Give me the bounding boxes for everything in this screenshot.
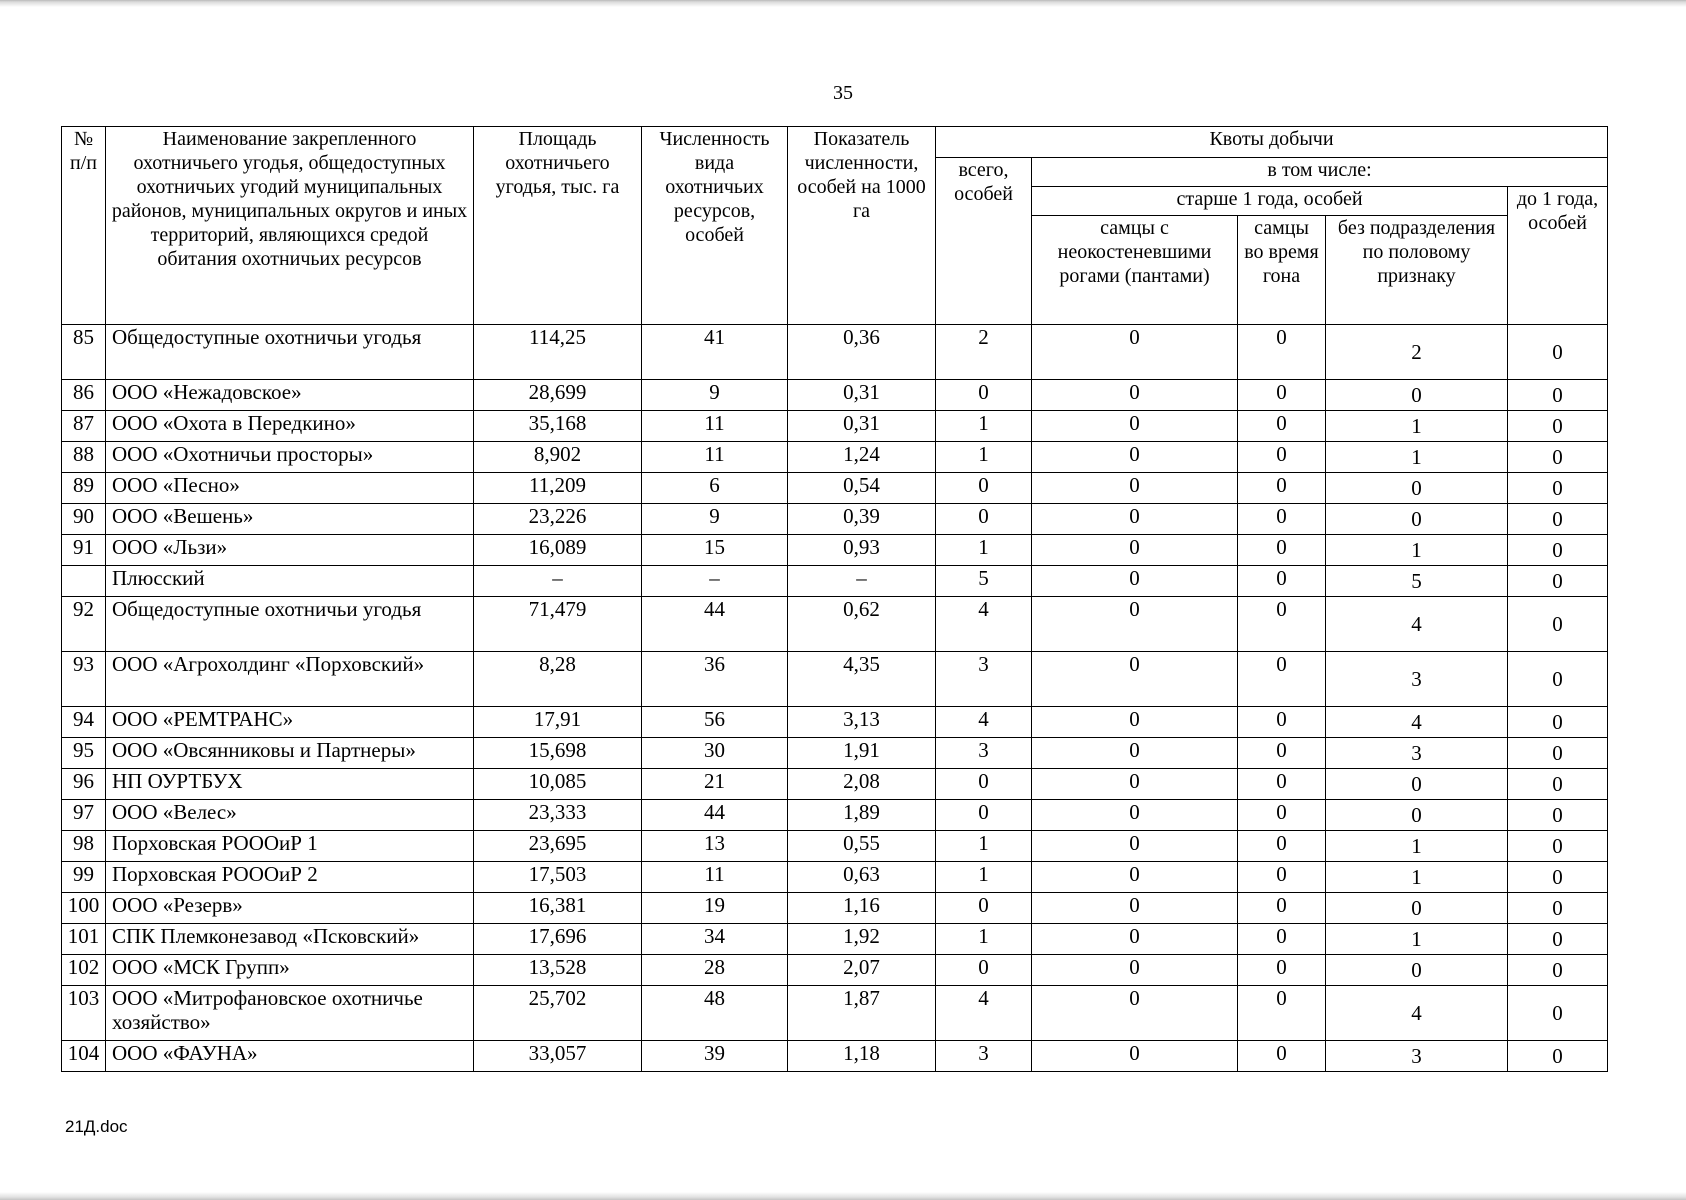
file-name: 21Д.doc bbox=[65, 1117, 128, 1136]
row-number: 98 bbox=[62, 831, 106, 862]
table-row bbox=[62, 1041, 1608, 1072]
row-number: 85 bbox=[62, 325, 106, 380]
row-nosex: 0 bbox=[1326, 380, 1508, 411]
row-number: 101 bbox=[62, 924, 106, 955]
row-under1: 0 bbox=[1508, 893, 1608, 924]
row-rut: 0 bbox=[1238, 955, 1326, 986]
row-total: 0 bbox=[936, 504, 1032, 535]
table-row bbox=[62, 380, 1608, 411]
row-population: 28 bbox=[642, 955, 788, 986]
row-under1: 0 bbox=[1508, 862, 1608, 893]
row-velvet: 0 bbox=[1032, 411, 1238, 442]
row-total: 4 bbox=[936, 597, 1032, 652]
row-density: 1,18 bbox=[788, 1041, 936, 1072]
row-area: 28,699 bbox=[474, 380, 642, 411]
row-density: 0,31 bbox=[788, 380, 936, 411]
row-total: 2 bbox=[936, 325, 1032, 380]
row-name: ООО «Охотничьи просторы» bbox=[106, 442, 474, 473]
row-rut: 0 bbox=[1238, 769, 1326, 800]
row-nosex: 3 bbox=[1326, 738, 1508, 769]
row-under1: 0 bbox=[1508, 535, 1608, 566]
table-row bbox=[62, 707, 1608, 738]
row-name: ООО «МСК Групп» bbox=[106, 955, 474, 986]
row-rut: 0 bbox=[1238, 597, 1326, 652]
row-nosex: 1 bbox=[1326, 831, 1508, 862]
row-population: 15 bbox=[642, 535, 788, 566]
header-rut: самцы во время гона bbox=[1238, 216, 1326, 325]
row-nosex: 1 bbox=[1326, 862, 1508, 893]
row-density: 1,87 bbox=[788, 986, 936, 1041]
row-population: 48 bbox=[642, 986, 788, 1041]
row-name: Порховская РОООиР 2 bbox=[106, 862, 474, 893]
row-area: 13,528 bbox=[474, 955, 642, 986]
row-velvet: 0 bbox=[1032, 831, 1238, 862]
row-name: ООО «Агрохолдинг «Порховский» bbox=[106, 652, 474, 707]
table-row bbox=[62, 411, 1608, 442]
row-nosex: 5 bbox=[1326, 566, 1508, 597]
scan-edge-top bbox=[0, 0, 1686, 7]
table-row bbox=[62, 597, 1608, 652]
row-nosex: 3 bbox=[1326, 652, 1508, 707]
row-name: ООО «Песно» bbox=[106, 473, 474, 504]
row-velvet: 0 bbox=[1032, 1041, 1238, 1072]
row-under1: 0 bbox=[1508, 800, 1608, 831]
row-population: 21 bbox=[642, 769, 788, 800]
row-total: 1 bbox=[936, 831, 1032, 862]
row-nosex: 1 bbox=[1326, 411, 1508, 442]
row-population: 11 bbox=[642, 411, 788, 442]
row-nosex: 0 bbox=[1326, 769, 1508, 800]
row-density: 1,16 bbox=[788, 893, 936, 924]
row-density: 2,08 bbox=[788, 769, 936, 800]
row-total: 1 bbox=[936, 924, 1032, 955]
row-under1: 0 bbox=[1508, 473, 1608, 504]
row-nosex: 0 bbox=[1326, 955, 1508, 986]
row-velvet: 0 bbox=[1032, 325, 1238, 380]
row-under1: 0 bbox=[1508, 831, 1608, 862]
row-under1: 0 bbox=[1508, 566, 1608, 597]
row-population: 36 bbox=[642, 652, 788, 707]
row-total: 0 bbox=[936, 800, 1032, 831]
row-nosex: 1 bbox=[1326, 442, 1508, 473]
row-density: 4,35 bbox=[788, 652, 936, 707]
row-total: 3 bbox=[936, 738, 1032, 769]
row-nosex: 0 bbox=[1326, 800, 1508, 831]
row-rut: 0 bbox=[1238, 504, 1326, 535]
row-rut: 0 bbox=[1238, 535, 1326, 566]
table-header bbox=[62, 127, 1608, 325]
page-number: 35 bbox=[833, 82, 853, 104]
row-name: Плюсский bbox=[106, 566, 474, 597]
row-velvet: 0 bbox=[1032, 769, 1238, 800]
row-density: 1,89 bbox=[788, 800, 936, 831]
table-row bbox=[62, 652, 1608, 707]
row-area: 23,226 bbox=[474, 504, 642, 535]
row-name: Общедоступные охотничьи угодья bbox=[106, 325, 474, 380]
row-density: 0,31 bbox=[788, 411, 936, 442]
row-name: ООО «Нежадовское» bbox=[106, 380, 474, 411]
row-number: 100 bbox=[62, 893, 106, 924]
row-total: 0 bbox=[936, 769, 1032, 800]
scan-edge-bottom bbox=[0, 1192, 1686, 1200]
row-area: 10,085 bbox=[474, 769, 642, 800]
row-under1: 0 bbox=[1508, 986, 1608, 1041]
row-velvet: 0 bbox=[1032, 800, 1238, 831]
table-row bbox=[62, 831, 1608, 862]
row-number: 102 bbox=[62, 955, 106, 986]
row-population: 34 bbox=[642, 924, 788, 955]
row-nosex: 4 bbox=[1326, 707, 1508, 738]
row-population: 6 bbox=[642, 473, 788, 504]
row-number: 96 bbox=[62, 769, 106, 800]
row-name: СПК Племконезавод «Псковский» bbox=[106, 924, 474, 955]
row-total: 0 bbox=[936, 893, 1032, 924]
row-velvet: 0 bbox=[1032, 738, 1238, 769]
quota-table bbox=[61, 126, 1608, 1072]
row-total: 4 bbox=[936, 986, 1032, 1041]
row-total: 1 bbox=[936, 535, 1032, 566]
row-area: – bbox=[474, 566, 642, 597]
header-population: Численность вида охотничьих ресурсов, особей bbox=[642, 127, 788, 325]
row-nosex: 0 bbox=[1326, 893, 1508, 924]
row-under1: 0 bbox=[1508, 411, 1608, 442]
row-number: 87 bbox=[62, 411, 106, 442]
table-row bbox=[62, 986, 1608, 1041]
row-name: ООО «РЕМТРАНС» bbox=[106, 707, 474, 738]
row-density: – bbox=[788, 566, 936, 597]
row-velvet: 0 bbox=[1032, 893, 1238, 924]
row-velvet: 0 bbox=[1032, 652, 1238, 707]
row-area: 11,209 bbox=[474, 473, 642, 504]
row-velvet: 0 bbox=[1032, 707, 1238, 738]
row-rut: 0 bbox=[1238, 411, 1326, 442]
row-rut: 0 bbox=[1238, 652, 1326, 707]
row-under1: 0 bbox=[1508, 738, 1608, 769]
row-under1: 0 bbox=[1508, 380, 1608, 411]
row-total: 1 bbox=[936, 411, 1032, 442]
row-nosex: 3 bbox=[1326, 1041, 1508, 1072]
table-row bbox=[62, 535, 1608, 566]
row-under1: 0 bbox=[1508, 652, 1608, 707]
row-rut: 0 bbox=[1238, 738, 1326, 769]
header-older: старше 1 года, особей bbox=[1032, 187, 1508, 216]
row-population: 19 bbox=[642, 893, 788, 924]
row-number: 93 bbox=[62, 652, 106, 707]
row-name: ООО «ФАУНА» bbox=[106, 1041, 474, 1072]
row-nosex: 0 bbox=[1326, 504, 1508, 535]
row-nosex: 4 bbox=[1326, 597, 1508, 652]
row-velvet: 0 bbox=[1032, 924, 1238, 955]
row-name: ООО «Митрофановское охотничье хозяйство» bbox=[106, 986, 474, 1041]
row-under1: 0 bbox=[1508, 442, 1608, 473]
row-under1: 0 bbox=[1508, 924, 1608, 955]
row-rut: 0 bbox=[1238, 893, 1326, 924]
row-area: 17,696 bbox=[474, 924, 642, 955]
row-total: 0 bbox=[936, 955, 1032, 986]
row-velvet: 0 bbox=[1032, 986, 1238, 1041]
row-name: НП ОУРТБУХ bbox=[106, 769, 474, 800]
table-row bbox=[62, 955, 1608, 986]
row-area: 16,381 bbox=[474, 893, 642, 924]
table-row bbox=[62, 504, 1608, 535]
row-name: ООО «Льзи» bbox=[106, 535, 474, 566]
row-under1: 0 bbox=[1508, 504, 1608, 535]
table-row bbox=[62, 566, 1608, 597]
row-under1: 0 bbox=[1508, 1041, 1608, 1072]
row-density: 0,62 bbox=[788, 597, 936, 652]
row-area: 17,503 bbox=[474, 862, 642, 893]
row-area: 71,479 bbox=[474, 597, 642, 652]
row-velvet: 0 bbox=[1032, 955, 1238, 986]
row-number: 92 bbox=[62, 597, 106, 652]
row-population: – bbox=[642, 566, 788, 597]
row-under1: 0 bbox=[1508, 325, 1608, 380]
row-velvet: 0 bbox=[1032, 380, 1238, 411]
row-name: ООО «Резерв» bbox=[106, 893, 474, 924]
row-population: 30 bbox=[642, 738, 788, 769]
table-body bbox=[62, 325, 1608, 1072]
row-velvet: 0 bbox=[1032, 597, 1238, 652]
row-nosex: 1 bbox=[1326, 535, 1508, 566]
row-velvet: 0 bbox=[1032, 504, 1238, 535]
row-rut: 0 bbox=[1238, 862, 1326, 893]
row-total: 1 bbox=[936, 442, 1032, 473]
table-row bbox=[62, 862, 1608, 893]
row-velvet: 0 bbox=[1032, 862, 1238, 893]
row-number: 88 bbox=[62, 442, 106, 473]
row-rut: 0 bbox=[1238, 442, 1326, 473]
row-velvet: 0 bbox=[1032, 535, 1238, 566]
row-number: 104 bbox=[62, 1041, 106, 1072]
row-rut: 0 bbox=[1238, 566, 1326, 597]
row-rut: 0 bbox=[1238, 800, 1326, 831]
row-total: 0 bbox=[936, 380, 1032, 411]
row-name: Общедоступные охотничьи угодья bbox=[106, 597, 474, 652]
header-total: всего, особей bbox=[936, 158, 1032, 325]
table-row bbox=[62, 893, 1608, 924]
header-under1: до 1 года, особей bbox=[1508, 187, 1608, 325]
row-area: 33,057 bbox=[474, 1041, 642, 1072]
row-population: 44 bbox=[642, 800, 788, 831]
row-total: 5 bbox=[936, 566, 1032, 597]
table-row bbox=[62, 473, 1608, 504]
header-density: Показатель численности, особей на 1000 га bbox=[788, 127, 936, 325]
row-number: 99 bbox=[62, 862, 106, 893]
row-area: 17,91 bbox=[474, 707, 642, 738]
row-number: 86 bbox=[62, 380, 106, 411]
row-under1: 0 bbox=[1508, 707, 1608, 738]
header-num: № п/п bbox=[62, 127, 106, 325]
row-density: 2,07 bbox=[788, 955, 936, 986]
row-total: 0 bbox=[936, 473, 1032, 504]
row-under1: 0 bbox=[1508, 769, 1608, 800]
row-number: 95 bbox=[62, 738, 106, 769]
row-density: 0,54 bbox=[788, 473, 936, 504]
row-area: 114,25 bbox=[474, 325, 642, 380]
row-density: 0,55 bbox=[788, 831, 936, 862]
row-population: 44 bbox=[642, 597, 788, 652]
row-rut: 0 bbox=[1238, 986, 1326, 1041]
row-density: 0,93 bbox=[788, 535, 936, 566]
row-rut: 0 bbox=[1238, 325, 1326, 380]
row-name: ООО «Вешень» bbox=[106, 504, 474, 535]
row-nosex: 0 bbox=[1326, 473, 1508, 504]
row-total: 3 bbox=[936, 652, 1032, 707]
row-population: 9 bbox=[642, 504, 788, 535]
row-population: 56 bbox=[642, 707, 788, 738]
row-area: 8,902 bbox=[474, 442, 642, 473]
header-velvet: самцы с неокостеневшими рогами (пантами) bbox=[1032, 216, 1238, 325]
row-area: 23,695 bbox=[474, 831, 642, 862]
row-number: 91 bbox=[62, 535, 106, 566]
row-density: 3,13 bbox=[788, 707, 936, 738]
row-area: 23,333 bbox=[474, 800, 642, 831]
row-rut: 0 bbox=[1238, 473, 1326, 504]
row-population: 39 bbox=[642, 1041, 788, 1072]
table-row bbox=[62, 769, 1608, 800]
row-population: 11 bbox=[642, 442, 788, 473]
row-density: 0,36 bbox=[788, 325, 936, 380]
row-population: 11 bbox=[642, 862, 788, 893]
row-density: 1,91 bbox=[788, 738, 936, 769]
row-name: ООО «Велес» bbox=[106, 800, 474, 831]
header-including: в том числе: bbox=[1032, 158, 1608, 187]
header-nosex: без подразделения по половому признаку bbox=[1326, 216, 1508, 325]
row-rut: 0 bbox=[1238, 707, 1326, 738]
row-under1: 0 bbox=[1508, 597, 1608, 652]
row-velvet: 0 bbox=[1032, 566, 1238, 597]
row-population: 9 bbox=[642, 380, 788, 411]
row-name: ООО «Овсянниковы и Партнеры» bbox=[106, 738, 474, 769]
row-under1: 0 bbox=[1508, 955, 1608, 986]
header-area: Площадь охотничьего угодья, тыс. га bbox=[474, 127, 642, 325]
row-population: 13 bbox=[642, 831, 788, 862]
row-velvet: 0 bbox=[1032, 442, 1238, 473]
row-rut: 0 bbox=[1238, 924, 1326, 955]
row-population: 41 bbox=[642, 325, 788, 380]
row-name: Порховская РОООиР 1 bbox=[106, 831, 474, 862]
header-name: Наименование закрепленного охотничьего угодья, общедоступных охотничьих угодий муниципальных районов, муниципальных округов и иных территорий, являющихся средой обитания охотничьих ресурсов bbox=[106, 127, 474, 325]
row-number bbox=[62, 566, 106, 597]
row-rut: 0 bbox=[1238, 380, 1326, 411]
row-number: 97 bbox=[62, 800, 106, 831]
header-quota: Квоты добычи bbox=[936, 127, 1608, 158]
row-nosex: 1 bbox=[1326, 924, 1508, 955]
row-area: 35,168 bbox=[474, 411, 642, 442]
row-total: 4 bbox=[936, 707, 1032, 738]
row-number: 94 bbox=[62, 707, 106, 738]
row-number: 89 bbox=[62, 473, 106, 504]
table-row bbox=[62, 325, 1608, 380]
row-nosex: 4 bbox=[1326, 986, 1508, 1041]
row-rut: 0 bbox=[1238, 831, 1326, 862]
row-area: 16,089 bbox=[474, 535, 642, 566]
row-number: 90 bbox=[62, 504, 106, 535]
row-area: 15,698 bbox=[474, 738, 642, 769]
row-density: 0,39 bbox=[788, 504, 936, 535]
row-total: 1 bbox=[936, 862, 1032, 893]
row-total: 3 bbox=[936, 1041, 1032, 1072]
table-row bbox=[62, 738, 1608, 769]
row-rut: 0 bbox=[1238, 1041, 1326, 1072]
row-number: 103 bbox=[62, 986, 106, 1041]
table-row bbox=[62, 924, 1608, 955]
row-density: 1,92 bbox=[788, 924, 936, 955]
row-density: 1,24 bbox=[788, 442, 936, 473]
row-name: ООО «Охота в Передкино» bbox=[106, 411, 474, 442]
row-nosex: 2 bbox=[1326, 325, 1508, 380]
row-velvet: 0 bbox=[1032, 473, 1238, 504]
table-row bbox=[62, 800, 1608, 831]
row-area: 25,702 bbox=[474, 986, 642, 1041]
table-row bbox=[62, 442, 1608, 473]
row-density: 0,63 bbox=[788, 862, 936, 893]
row-area: 8,28 bbox=[474, 652, 642, 707]
